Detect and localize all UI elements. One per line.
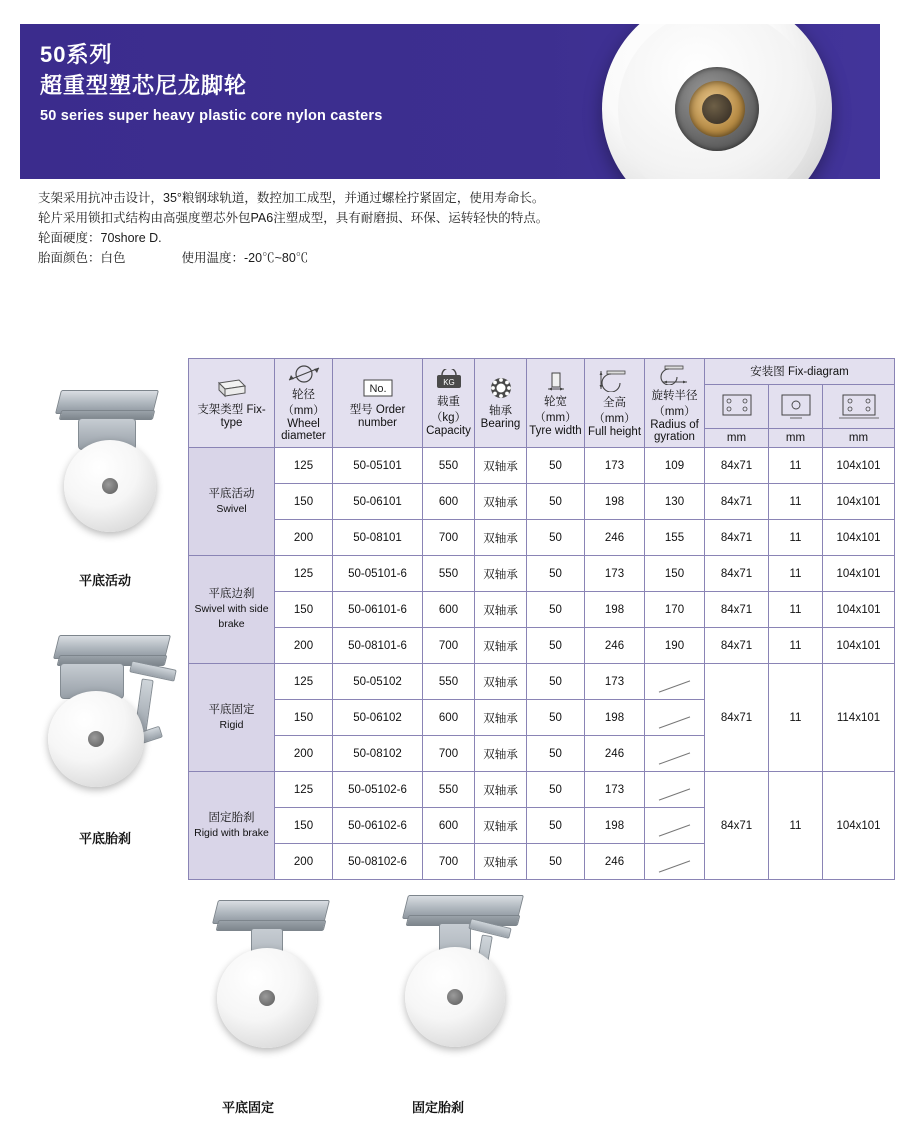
cell-width: 50: [527, 556, 585, 592]
description-line-4: [38, 248, 558, 268]
cell-bearing: 双轴承: [475, 592, 527, 628]
cell-gyration-empty: [645, 664, 705, 700]
cell-bearing: 双轴承: [475, 448, 527, 484]
group-label-swivel: [189, 448, 275, 556]
cell-height: 198: [585, 808, 645, 844]
cell-capacity: 550: [423, 664, 475, 700]
cell-order: 50-08102: [333, 736, 423, 772]
table-row: [189, 664, 895, 700]
photo-rigid: [195, 900, 365, 1060]
cell-diameter: 125: [275, 772, 333, 808]
cell-order: 50-06102-6: [333, 808, 423, 844]
full-height-icon: [595, 368, 635, 392]
header-capacity: [423, 359, 475, 448]
cell-height: 246: [585, 520, 645, 556]
fix-diagram-icon-1: [705, 384, 769, 428]
cell-capacity: 600: [423, 592, 475, 628]
cell-width: 50: [527, 844, 585, 880]
tread-color: 胎面颜色：白色: [38, 251, 126, 265]
cell-bearing: 双轴承: [475, 664, 527, 700]
cell-order: 50-05101-6: [333, 556, 423, 592]
header-order-number: [333, 359, 423, 448]
photo-swivel-brake: [20, 635, 190, 805]
cell-fix2: 11: [769, 772, 823, 880]
cell-bearing: 双轴承: [475, 628, 527, 664]
table-row: [189, 484, 895, 520]
tyre-width-icon: [539, 369, 573, 391]
cell-fix3: 104x101: [823, 520, 895, 556]
cell-height: 173: [585, 556, 645, 592]
header-capacity-en: Capacity: [426, 425, 471, 437]
cell-capacity: 600: [423, 700, 475, 736]
cell-fix1: 84x71: [705, 520, 769, 556]
cell-fix3: 104x101: [823, 592, 895, 628]
photo-rigid-brake: [385, 895, 565, 1060]
wheel-diameter-icon: [285, 364, 323, 384]
cell-fix3: 104x101: [823, 448, 895, 484]
capacity-icon: [432, 369, 466, 391]
hero-wheel-image: [602, 24, 832, 179]
header-titles: [40, 40, 382, 124]
group-label-swivel-side-brake-cn: 平底边刹: [208, 588, 255, 600]
cell-fix2: 11: [769, 628, 823, 664]
cell-bearing: 双轴承: [475, 556, 527, 592]
caption-rigid-brake: 固定胎刹: [412, 1100, 465, 1115]
header-full-height-en: Full height: [587, 426, 642, 438]
group-label-rigid-brake-cn: 固定胎刹: [208, 811, 255, 824]
cell-gyration: 150: [645, 556, 705, 592]
cell-diameter: 200: [275, 844, 333, 880]
header-full-height-cn: 全高（mm）: [593, 397, 636, 425]
cell-capacity: 700: [423, 628, 475, 664]
cell-order: 50-06101: [333, 484, 423, 520]
group-label-swivel-cn: 平底活动: [208, 487, 255, 500]
cell-bearing: 双轴承: [475, 520, 527, 556]
cell-fix1: 84x71: [705, 628, 769, 664]
group-label-rigid-brake-en: Rigid with brake: [194, 826, 269, 839]
table-row: [189, 628, 895, 664]
cell-width: 50: [527, 736, 585, 772]
working-temperature: 使用温度：-20℃~80℃: [181, 251, 309, 265]
cell-fix3: 104x101: [823, 484, 895, 520]
cell-fix3: 114x101: [823, 664, 895, 772]
cell-diameter: 150: [275, 592, 333, 628]
fix-diagram-title-row: [189, 359, 895, 385]
table-row: [189, 448, 895, 484]
cell-order: 50-06102: [333, 700, 423, 736]
cell-fix3: 104x101: [823, 556, 895, 592]
cell-capacity: 600: [423, 484, 475, 520]
cell-fix2: 11: [769, 592, 823, 628]
cell-order: 50-08101-6: [333, 628, 423, 664]
plate-dimension-icon-3: [833, 390, 885, 420]
cell-fix1: 84x71: [705, 556, 769, 592]
cell-capacity: 550: [423, 448, 475, 484]
header-wheel-diameter-cn: 轮径（mm）: [282, 389, 325, 417]
cell-width: 50: [527, 484, 585, 520]
cell-height: 198: [585, 592, 645, 628]
group-label-swivel-side-brake-en: Swivel with side brake: [194, 603, 269, 630]
cell-gyration: 130: [645, 484, 705, 520]
header-order-number-en: Order number: [358, 404, 406, 429]
cell-width: 50: [527, 808, 585, 844]
group-label-rigid-cn: 平底固定: [208, 703, 255, 716]
product-title-en: 50 series super heavy plastic core nylon casters: [40, 108, 383, 124]
rigid-wheel: [217, 948, 317, 1048]
plate-dimension-icon-2: [776, 390, 816, 420]
cell-height: 173: [585, 772, 645, 808]
cell-order: 50-08102-6: [333, 844, 423, 880]
cell-gyration: 190: [645, 628, 705, 664]
cell-gyration-empty: [645, 736, 705, 772]
group-label-swivel-side-brake: [189, 556, 275, 664]
cell-bearing: 双轴承: [475, 700, 527, 736]
hero-wheel-bore: [702, 94, 732, 124]
header-bearing-en: Bearing: [480, 418, 521, 430]
cell-height: 246: [585, 844, 645, 880]
cell-width: 50: [527, 520, 585, 556]
fix-diagram-title: 安装图 Fix-diagram: [705, 359, 895, 385]
cell-bearing: 双轴承: [475, 736, 527, 772]
header-bearing: [475, 359, 527, 448]
cell-width: 50: [527, 448, 585, 484]
header-gyration-en: Radius of gyration: [650, 419, 699, 443]
table-row: [189, 772, 895, 808]
description-line-1: 支架采用抗冲击设计，35°粮钢球轨道，数控加工成型，并通过螺栓拧紧固定，使用寿命长。: [38, 191, 545, 205]
cell-height: 173: [585, 664, 645, 700]
group-label-rigid-brake: [189, 772, 275, 880]
header-bearing-cn: 轴承: [489, 405, 512, 417]
cell-diameter: 200: [275, 736, 333, 772]
cell-capacity: 700: [423, 844, 475, 880]
cell-order: 50-05101: [333, 448, 423, 484]
cell-fix3: 104x101: [823, 772, 895, 880]
cell-height: 246: [585, 736, 645, 772]
cell-order: 50-05102: [333, 664, 423, 700]
cell-gyration-empty: [645, 844, 705, 880]
caption-swivel: 平底活动: [78, 573, 131, 588]
cell-order: 50-06101-6: [333, 592, 423, 628]
group-label-rigid: [189, 664, 275, 772]
header-full-height: [585, 359, 645, 448]
cell-fix1: 84x71: [705, 448, 769, 484]
table-row: [189, 556, 895, 592]
photo-swivel: [30, 390, 180, 540]
cell-diameter: 125: [275, 664, 333, 700]
caption-swivel-brake: 平底胎刹: [78, 831, 131, 846]
spec-table: [188, 358, 895, 880]
group-label-swivel-en: Swivel: [216, 502, 247, 515]
header-gyration: [645, 359, 705, 448]
cell-width: 50: [527, 592, 585, 628]
cell-bearing: 双轴承: [475, 808, 527, 844]
swivel-wheel: [64, 440, 156, 532]
svg-text:No.: No.: [368, 383, 387, 395]
cell-order: 50-05102-6: [333, 772, 423, 808]
cell-bearing: 双轴承: [475, 772, 527, 808]
table-row: [189, 520, 895, 556]
header-tyre-width-en: Tyre width: [529, 425, 582, 437]
cell-fix2: 11: [769, 520, 823, 556]
cell-capacity: 700: [423, 736, 475, 772]
header-gyration-cn: 旋转半径（mm）: [651, 390, 698, 418]
product-title-cn: 超重型塑芯尼龙脚轮: [40, 73, 248, 98]
page-header: [20, 24, 880, 179]
cell-gyration-empty: [645, 700, 705, 736]
no-icon: [358, 377, 398, 399]
cell-fix1: 84x71: [705, 484, 769, 520]
cell-diameter: 150: [275, 808, 333, 844]
cell-diameter: 125: [275, 448, 333, 484]
plate-icon: [215, 377, 249, 399]
cell-capacity: 700: [423, 520, 475, 556]
header-tyre-width-cn: 轮宽（mm）: [534, 396, 577, 424]
header-capacity-cn: 载重（kg）: [430, 396, 467, 424]
bearing-icon: [487, 376, 515, 400]
cell-height: 198: [585, 484, 645, 520]
header-fix-type-en: Fix-type: [220, 404, 266, 429]
cell-diameter: 125: [275, 556, 333, 592]
cell-width: 50: [527, 772, 585, 808]
cell-width: 50: [527, 700, 585, 736]
cell-diameter: 150: [275, 484, 333, 520]
cell-capacity: 600: [423, 808, 475, 844]
caption-rigid: 平底固定: [222, 1100, 275, 1115]
cell-gyration-empty: [645, 772, 705, 808]
cell-fix1: 84x71: [705, 664, 769, 772]
gyration-icon: [655, 363, 695, 385]
cell-fix3: 104x101: [823, 628, 895, 664]
spec-table-wrap: [188, 358, 895, 880]
table-row: [189, 592, 895, 628]
cell-diameter: 150: [275, 700, 333, 736]
svg-text:KG: KG: [442, 378, 455, 387]
fix-unit-1: mm: [705, 428, 769, 447]
cell-fix2: 11: [769, 448, 823, 484]
cell-diameter: 200: [275, 520, 333, 556]
cell-bearing: 双轴承: [475, 844, 527, 880]
fix-unit-2: mm: [769, 428, 823, 447]
header-wheel-diameter-en: Wheel diameter: [281, 418, 326, 442]
fix-diagram-icon-3: [823, 384, 895, 428]
cell-fix1: 84x71: [705, 592, 769, 628]
group-label-rigid-en: Rigid: [219, 718, 244, 731]
fix-unit-3: mm: [823, 428, 895, 447]
cell-width: 50: [527, 664, 585, 700]
cell-gyration: 155: [645, 520, 705, 556]
cell-gyration: 170: [645, 592, 705, 628]
cell-width: 50: [527, 628, 585, 664]
cell-capacity: 550: [423, 556, 475, 592]
cell-fix1: 84x71: [705, 772, 769, 880]
cell-height: 246: [585, 628, 645, 664]
header-wheel-diameter: [275, 359, 333, 448]
header-order-number-cn: 型号: [349, 404, 373, 416]
cell-order: 50-08101: [333, 520, 423, 556]
header-tyre-width: [527, 359, 585, 448]
description-block: [38, 188, 558, 268]
plate-dimension-icon-1: [715, 390, 759, 420]
cell-fix2: 11: [769, 664, 823, 772]
header-fix-type-cn: 支架类型: [197, 404, 244, 416]
cell-fix2: 11: [769, 484, 823, 520]
fix-diagram-icon-2: [769, 384, 823, 428]
cell-gyration-empty: [645, 808, 705, 844]
swivel-brake-wheel: [48, 691, 144, 787]
rigid-brake-wheel: [405, 947, 505, 1047]
cell-height: 173: [585, 448, 645, 484]
cell-fix2: 11: [769, 556, 823, 592]
header-fix-type: [189, 359, 275, 448]
cell-bearing: 双轴承: [475, 484, 527, 520]
description-line-3: 轮面硬度：70shore D.: [38, 231, 162, 245]
description-line-2: 轮片采用锁扣式结构由高强度塑芯外包PA6注塑成型，具有耐磨损、环保、运转轻快的特点。: [38, 211, 549, 225]
cell-diameter: 200: [275, 628, 333, 664]
series-title: 50系列: [40, 42, 113, 67]
cell-capacity: 550: [423, 772, 475, 808]
cell-gyration: 109: [645, 448, 705, 484]
cell-height: 198: [585, 700, 645, 736]
